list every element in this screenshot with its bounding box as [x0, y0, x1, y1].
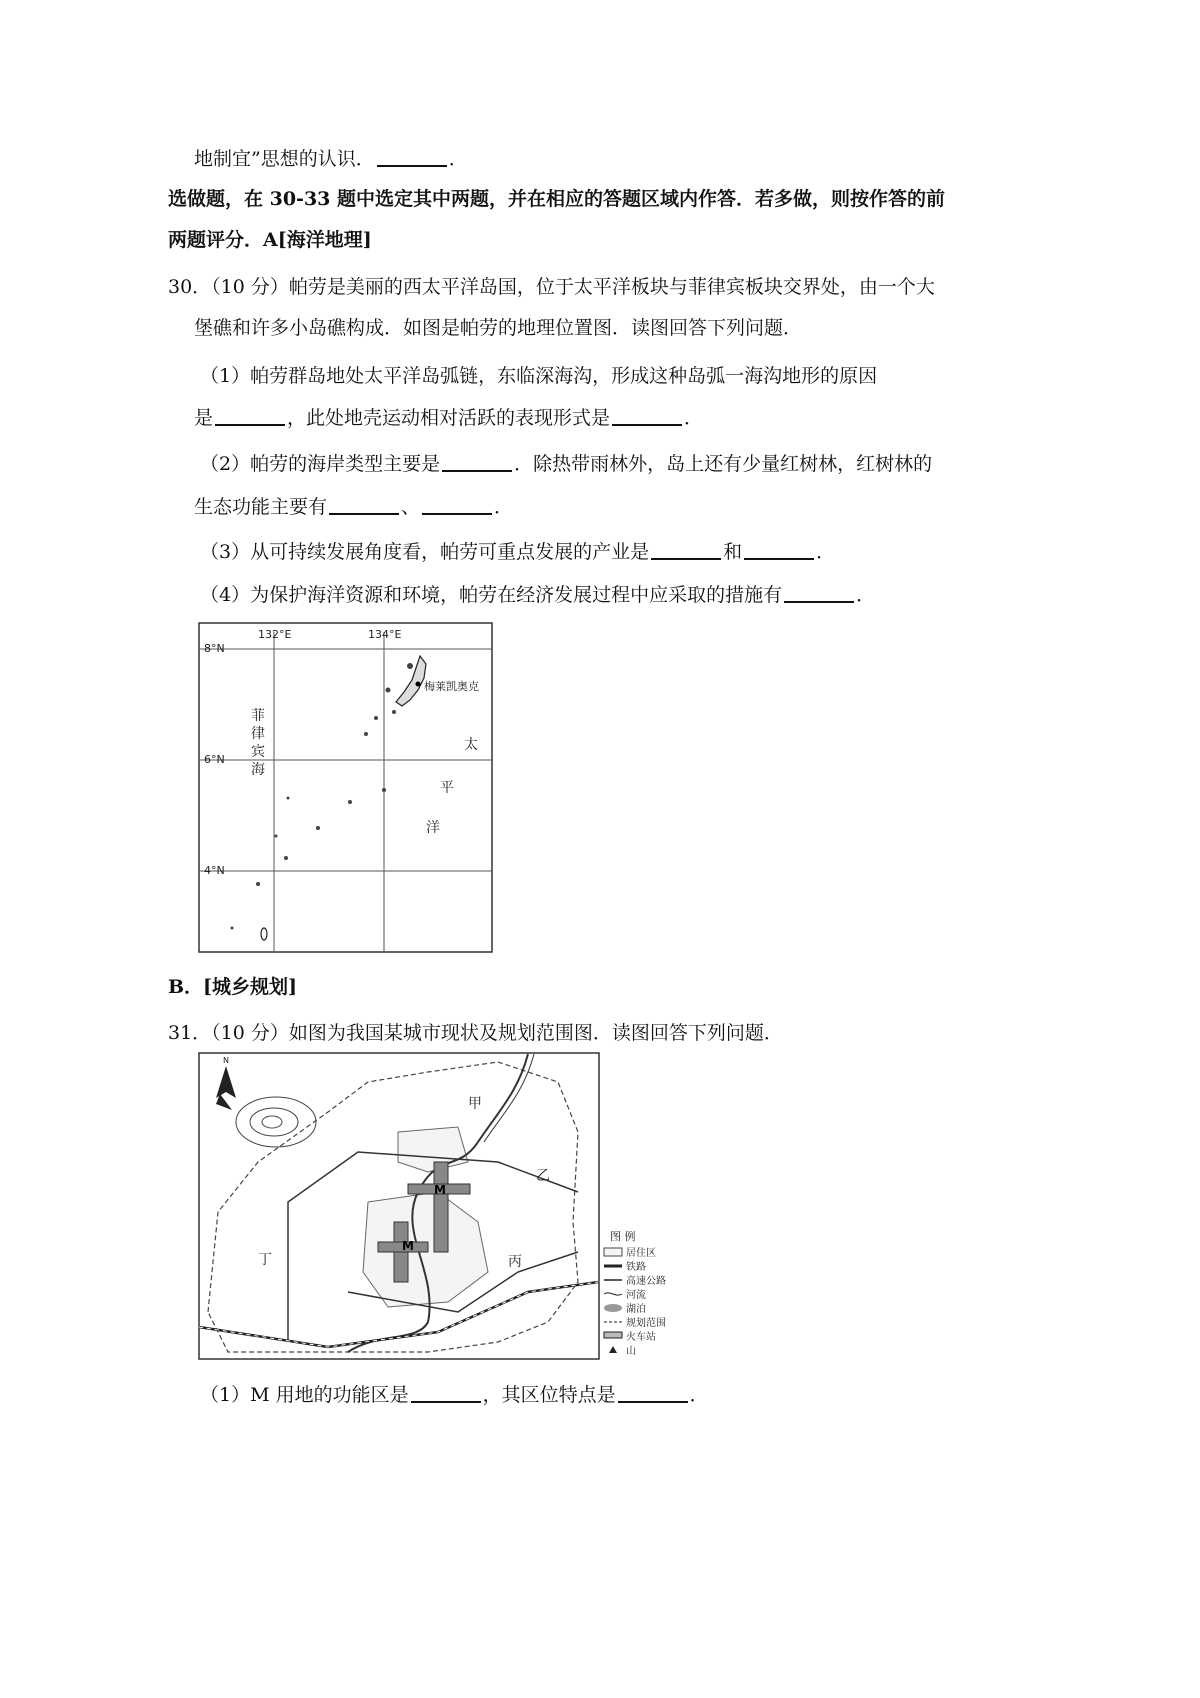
q30-stem-cont: 堡礁和许多小岛礁构成．如图是帕劳的地理位置图．读图回答下列问题．: [194, 317, 803, 339]
q31-stem: 31．（10 分）如图为我国某城市现状及规划范围图．读图回答下列问题．: [168, 1022, 783, 1044]
q31-part1: [200, 1382, 709, 1408]
section-a-heading: 两题评分．A[海洋地理]: [168, 229, 372, 251]
period: ．: [684, 407, 704, 429]
answer-blank: [329, 495, 399, 515]
island-dot: [374, 716, 378, 720]
line-text: （3）从可持续发展角度看，帕劳可重点发展的产业是: [200, 541, 650, 563]
answer-blank: [442, 452, 512, 472]
area-label-yi: 乙: [536, 1168, 550, 1184]
lon-label-132: 132°E: [258, 628, 292, 641]
area-label-ding: 丁: [258, 1252, 272, 1268]
q30-part2-cont: [194, 494, 513, 520]
area-label-bing: 丙: [508, 1254, 522, 1270]
island-dot: [231, 927, 234, 930]
answer-blank: [215, 406, 285, 426]
period: ．: [856, 584, 876, 606]
answer-blank: [612, 406, 682, 426]
line-text: ，此处地壳运动相对活跃的表现形式是: [287, 407, 611, 429]
line-text: （2）帕劳的海岸类型主要是: [200, 453, 441, 475]
legend-item: 火车站: [626, 1332, 656, 1343]
map-legend: [604, 1229, 666, 1357]
lat-label-6: 6°N: [204, 753, 225, 766]
legend-item: 铁路: [626, 1262, 646, 1273]
island-dot: [287, 797, 290, 800]
answer-blank: [744, 540, 814, 560]
period: ．: [816, 541, 836, 563]
legend-item: 河流: [626, 1290, 646, 1301]
capital-marker: [416, 682, 421, 687]
q30-part1: （1）帕劳群岛地处太平洋岛弧链，东临深海沟，形成这种岛弧一海沟地形的原因: [200, 365, 878, 387]
island-dot: [256, 882, 260, 886]
line-text: ，其区位特点是: [482, 1384, 616, 1406]
lat-label-4: 4°N: [204, 864, 225, 877]
city-plan-map: [198, 1052, 703, 1362]
sea-label-3: 宾: [251, 744, 265, 760]
legend-swatch: [609, 1346, 617, 1353]
line-text: 地制宜”思想的认识．: [194, 148, 375, 170]
legend-title: 图 例: [610, 1230, 636, 1243]
legend-swatch: [604, 1304, 622, 1312]
q30-part2: [200, 451, 932, 477]
m-label-2: M: [402, 1239, 414, 1253]
capital-label: 梅莱凯奥克: [424, 680, 479, 693]
ocean-label-2: 平: [440, 780, 454, 796]
m-block: [434, 1162, 448, 1252]
q30-part4: [200, 582, 875, 608]
m-label-1: M: [434, 1183, 446, 1197]
island-dot: [407, 663, 413, 669]
island-dot: [392, 710, 396, 714]
q30-part1-cont: [194, 405, 703, 431]
island-dot: [348, 800, 352, 804]
text-line: [194, 146, 468, 172]
sea-label-1: 菲: [251, 708, 265, 724]
legend-swatch: [604, 1293, 622, 1295]
line-text: 和: [723, 541, 743, 563]
answer-blank: [618, 1383, 688, 1403]
island-dot: [382, 788, 386, 792]
legend-item: 湖泊: [626, 1304, 646, 1315]
north-label: N: [223, 1056, 229, 1065]
answer-blank: [422, 495, 492, 515]
lon-label-134: 134°E: [368, 628, 402, 641]
island-dot: [386, 688, 391, 693]
q30-stem: 30．（10 分）帕劳是美丽的西太平洋岛国，位于太平洋板块与菲律宾板块交界处，由一个大: [168, 276, 935, 298]
legend-swatch: [604, 1248, 622, 1256]
answer-blank: [784, 583, 854, 603]
period: ．: [448, 148, 468, 170]
line-text: 是: [194, 407, 214, 429]
section-b-heading: B．[城乡规划]: [168, 976, 298, 998]
ocean-label-1: 太: [464, 737, 478, 753]
legend-item: 山: [626, 1346, 636, 1357]
lat-label-8: 8°N: [204, 642, 225, 655]
line-text: （1）M 用地的功能区是: [200, 1384, 409, 1406]
legend-item: 规划范围: [626, 1318, 666, 1329]
period: ．: [494, 496, 514, 518]
island-dot: [284, 856, 288, 860]
q30-part3: [200, 539, 835, 565]
sea-label-4: 海: [251, 762, 265, 778]
legend-item: 高速公路: [626, 1276, 666, 1287]
island-dot: [316, 826, 320, 830]
palau-map: [198, 622, 493, 953]
legend-swatch: [604, 1332, 622, 1338]
sea-label-2: 律: [251, 726, 265, 742]
area-label-jia: 甲: [468, 1096, 482, 1112]
line-text: 生态功能主要有: [194, 496, 328, 518]
legend-item: 居住区: [626, 1248, 656, 1259]
line-text: ．除热带雨林外，岛上还有少量红树林，红树林的: [514, 453, 933, 475]
period: ．: [689, 1384, 709, 1406]
line-text: （4）为保护海洋资源和环境，帕劳在经济发展过程中应采取的措施有: [200, 584, 783, 606]
island-dot: [364, 732, 368, 736]
answer-blank: [377, 147, 447, 167]
island-dot: [275, 835, 278, 838]
answer-blank: [411, 1383, 481, 1403]
elective-instruction: 选做题，在 30-33 题中选定其中两题，并在相应的答题区域内作答．若多做，则按作答的前: [168, 188, 945, 210]
line-text: 、: [401, 496, 421, 518]
answer-blank: [651, 540, 721, 560]
ocean-label-3: 洋: [426, 820, 440, 836]
